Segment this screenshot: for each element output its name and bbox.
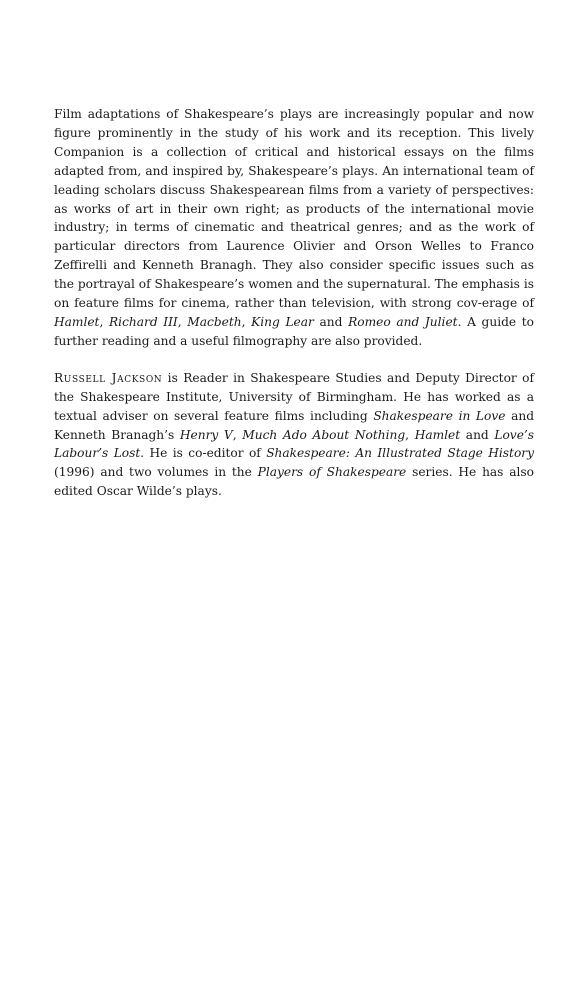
text-run: , xyxy=(232,427,243,442)
text-run: is Reader in Shakespeare Studies and Deputy Director of the Shakespeare Institute, University of Birmingham. He has worked as a textual adviser on several feature films including xyxy=(54,370,534,423)
text-run: (1996) and two volumes in the xyxy=(54,465,258,480)
text-run: , xyxy=(405,427,415,442)
text-run: and Kenneth Branagh’s xyxy=(54,408,534,442)
description-paragraph xyxy=(54,105,534,351)
text-run: and xyxy=(313,314,349,329)
text-run: , xyxy=(99,314,109,329)
book-blurb xyxy=(54,105,534,501)
italic-title: Hamlet xyxy=(54,314,100,329)
editor-bio-paragraph xyxy=(54,369,534,501)
text-run: and xyxy=(460,427,495,442)
text-run: , xyxy=(241,314,252,329)
text-run: . A guide to further reading and a useful filmography are also provided. xyxy=(54,314,534,348)
text-run: , xyxy=(177,314,188,329)
italic-title: Shakespeare in Love xyxy=(373,408,506,423)
italic-title: Hamlet xyxy=(414,427,461,442)
text-run: . He is co-editor of xyxy=(140,446,267,461)
italic-title: Love’s Labour’s Lost xyxy=(54,427,535,461)
text-run: Film adaptations of Shakespeare’s plays are increasingly popular and now figure prominently in the study of his work and its reception. This lively Companion is a collection of critical and historical essays on the films adapted from, and inspired by, Shakespeare’s plays. An international team of leading scholars discuss Shakespearean films from a variety of perspectives: as works of art in their own right; as products of the international movie industry; in terms of cinematic and theatrical genres; and as the work of particular directors from Laurence Olivier and Orson Welles to Franco Zeffirelli and Kenneth Branagh. They also consider specific issues such as the portrayal of Shakespeare’s women and the supernatural. The emphasis is on feature films for cinema, rather than television, with strong cov-erage of xyxy=(54,107,534,311)
italic-title: Macbeth xyxy=(187,314,242,329)
author-name: Russell Jackson xyxy=(54,370,163,385)
italic-title: Shakespeare: An Illustrated Stage History xyxy=(266,446,534,461)
italic-title: Much Ado About Nothing xyxy=(242,427,406,442)
italic-title: Romeo and Juliet xyxy=(348,314,458,329)
italic-title: Players of Shakespeare xyxy=(257,465,407,480)
italic-title: Richard III xyxy=(109,314,178,329)
italic-title: King Lear xyxy=(251,314,314,329)
italic-title: Henry V xyxy=(179,427,233,442)
text-run: series. He has also edited Oscar Wilde’s plays. xyxy=(54,465,534,499)
